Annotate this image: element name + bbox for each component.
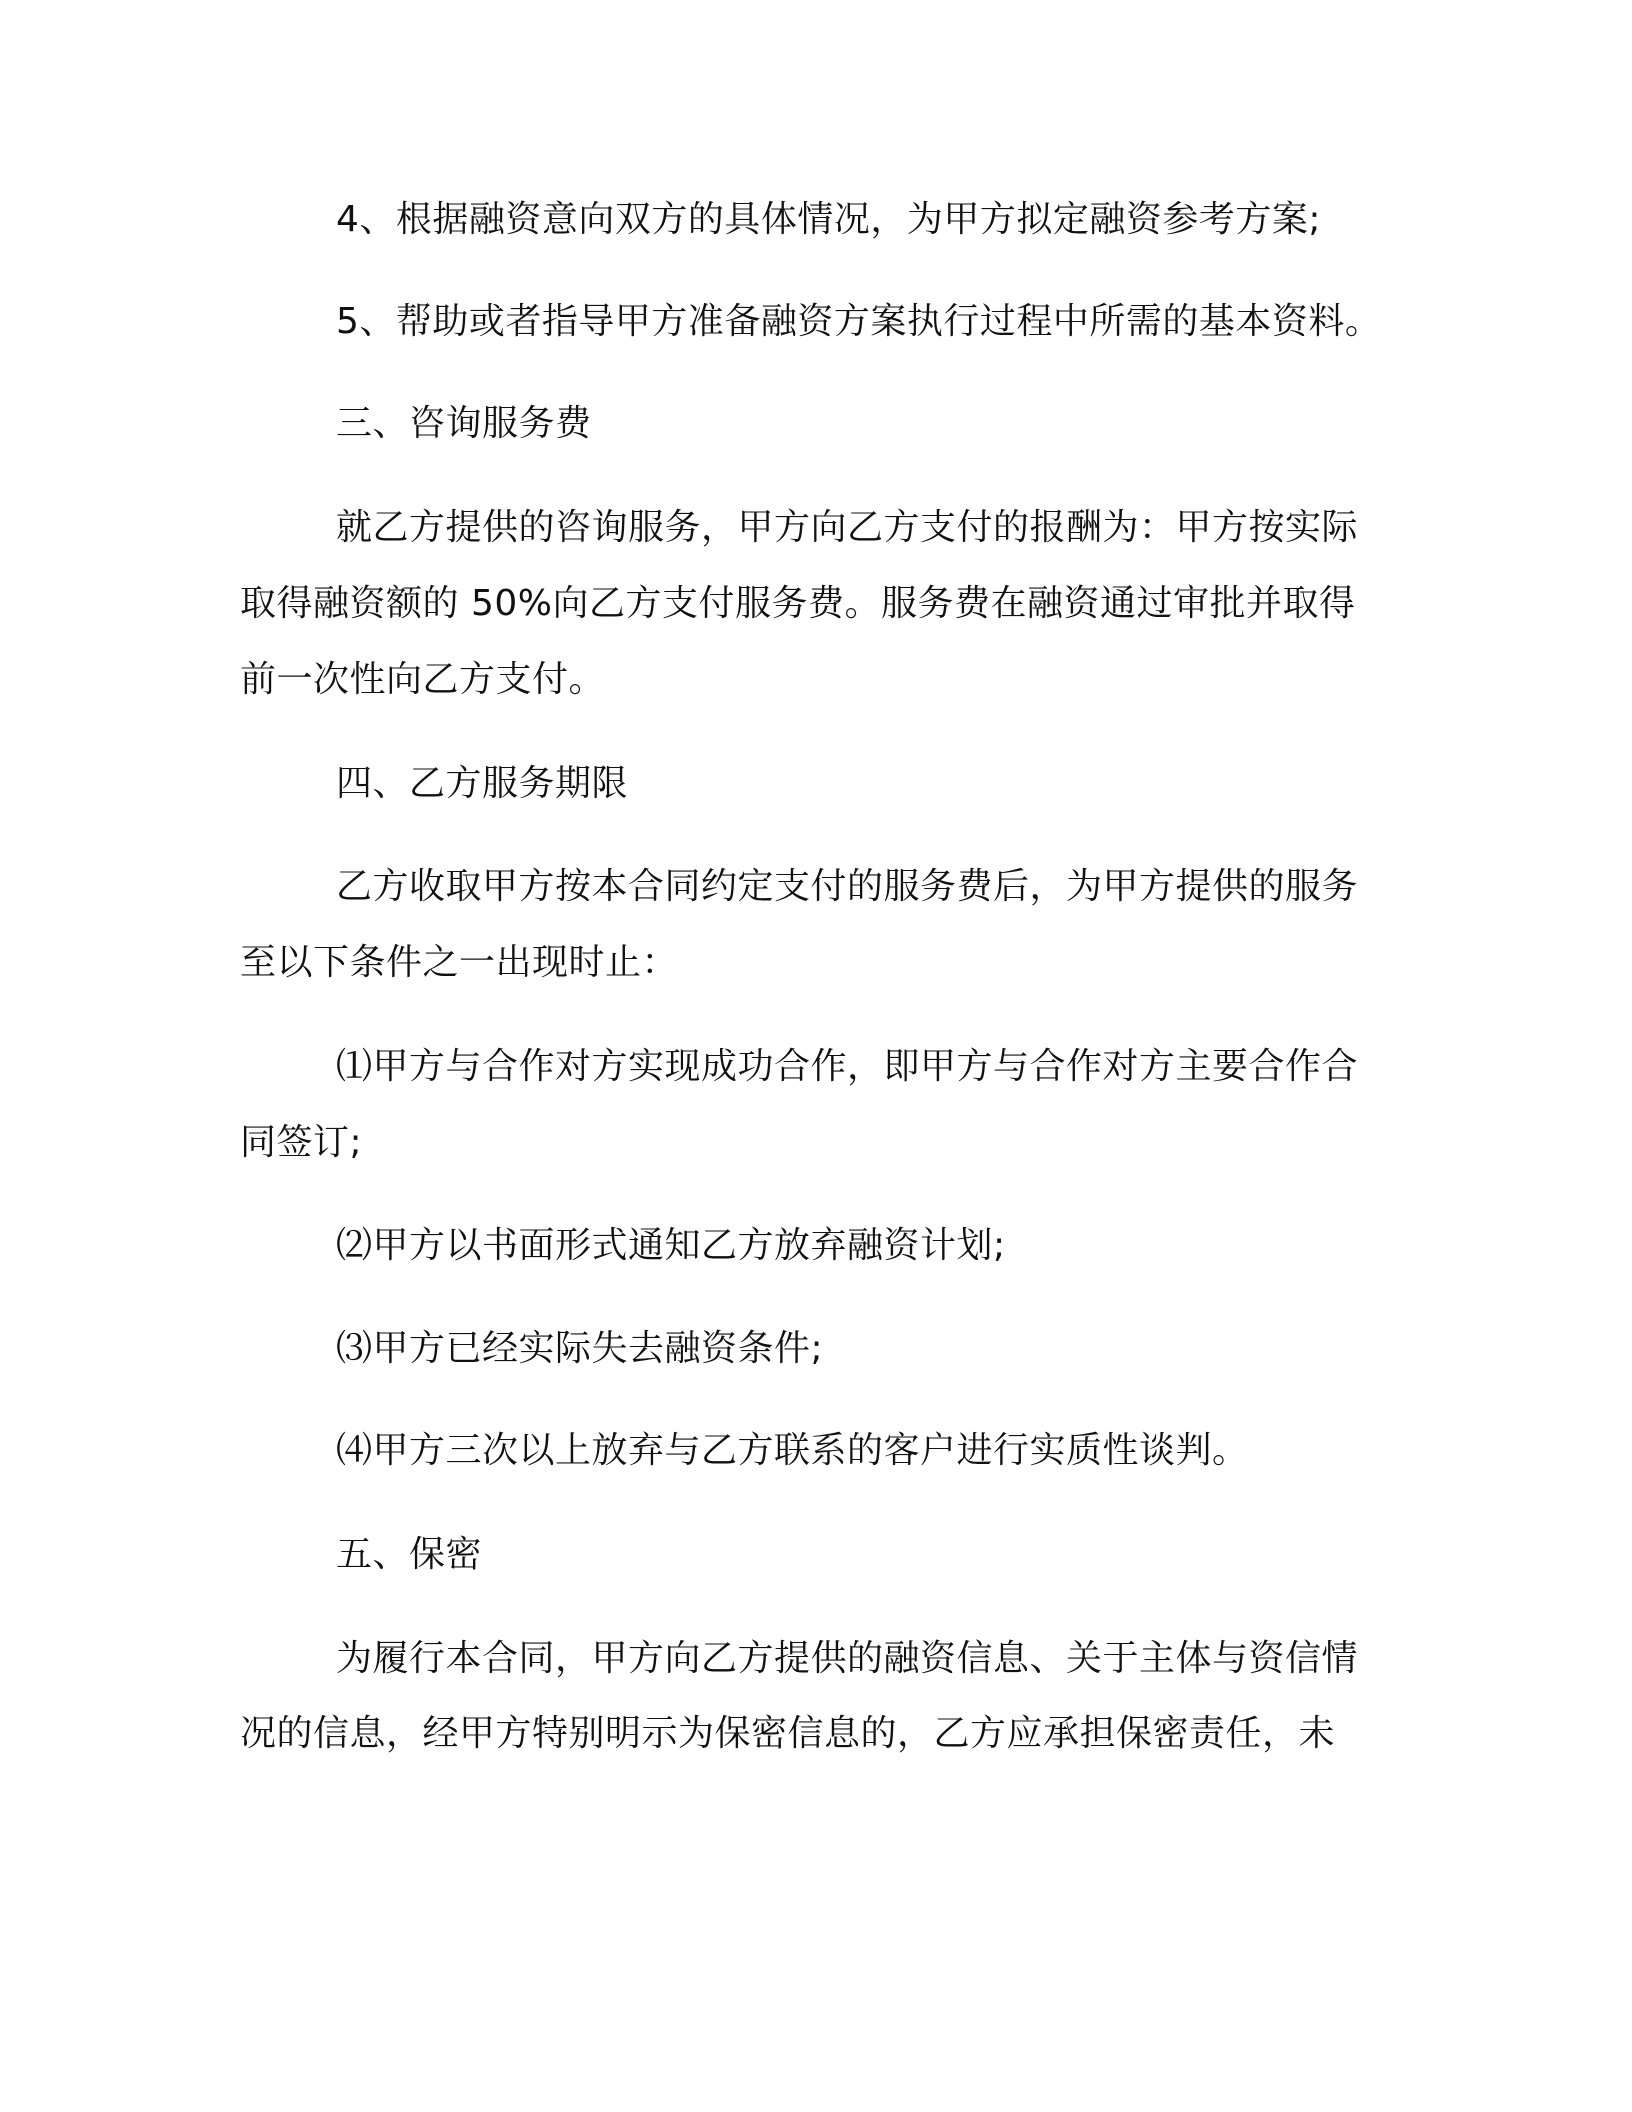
- section-heading-fee: 三、咨询服务费: [336, 403, 592, 444]
- list-item-4: 4、根据融资意向双方的具体情况，为甲方拟定融资参考方案;: [336, 199, 1322, 240]
- condition-4: ⑷甲方三次以上放弃与乙方联系的客户进行实质性谈判。: [336, 1430, 1249, 1471]
- paragraph-term-line-2: 至以下条件之一出现时止：: [240, 942, 679, 983]
- section-heading-term: 四、乙方服务期限: [336, 763, 629, 804]
- condition-2: ⑵甲方以书面形式通知乙方放弃融资计划;: [336, 1225, 1006, 1266]
- section-heading-confidentiality: 五、保密: [336, 1534, 483, 1575]
- list-item-5: 5、帮助或者指导甲方准备融资方案执行过程中所需的基本资料。: [336, 301, 1382, 342]
- condition-1-line-1: ⑴甲方与合作对方实现成功合作，即甲方与合作对方主要合作合: [336, 1046, 1359, 1087]
- paragraph-confidentiality-line-1: 为履行本合同，甲方向乙方提供的融资信息、关于主体与资信情: [336, 1638, 1359, 1679]
- paragraph-term-line-1: 乙方收取甲方按本合同约定支付的服务费后，为甲方提供的服务: [336, 866, 1359, 907]
- condition-1-line-2: 同签订;: [240, 1122, 363, 1163]
- paragraph-fee-line-3: 前一次性向乙方支付。: [240, 659, 606, 700]
- condition-3: ⑶甲方已经实际失去融资条件;: [336, 1328, 824, 1369]
- paragraph-fee-line-1: 就乙方提供的咨询服务，甲方向乙方支付的报酬为：甲方按实际: [336, 507, 1359, 548]
- paragraph-confidentiality-line-2: 况的信息，经甲方特别明示为保密信息的，乙方应承担保密责任，未: [240, 1713, 1336, 1754]
- paragraph-fee-line-2: 取得融资额的 50%向乙方支付服务费。服务费在融资通过审批并取得: [240, 583, 1356, 624]
